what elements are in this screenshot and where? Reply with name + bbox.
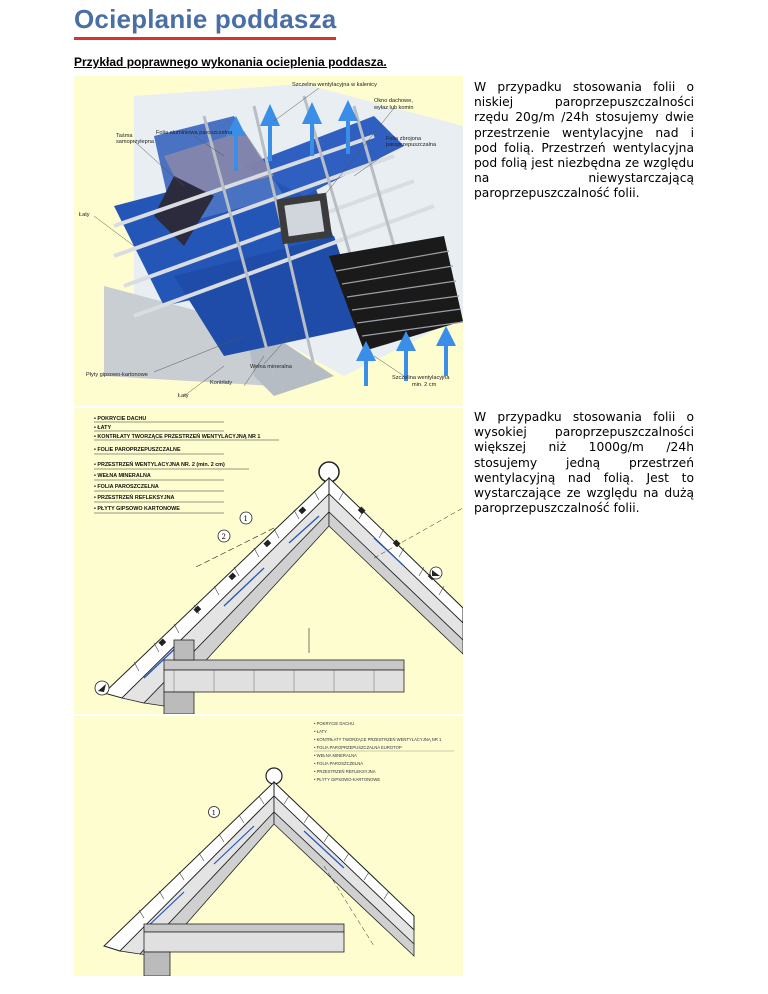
roof-section-diagram xyxy=(104,768,414,976)
legend-item: • ŁATY xyxy=(94,425,112,431)
cross-section-one-ventilation-gap xyxy=(74,716,463,976)
legend-item: • FOLIA PAROPRZEPUSZCZALNA EUROTOP xyxy=(314,745,402,750)
label-roof-window: Okno dachowe, xyxy=(374,98,413,104)
figure3-legend xyxy=(314,721,454,782)
label-eave-gap: Szczelina wentylacyjna xyxy=(392,375,450,381)
label-mineral-wool: Wełna mineralna xyxy=(250,364,292,370)
legend-item: • FOLIE PAROPRZEPUSZCZALNE xyxy=(94,447,181,453)
paragraph-high-permeability: W przypadku stosowania folii o wysokiej paroprzepuszczalności większej niż 1000g/m /24h stosujemy jedną przestrzeń wentylacyjną nad folią. Jest to wystarczające ze względu na dużą paroprzepuszczalność folii. xyxy=(474,410,694,516)
legend-item: • KONTRŁATY TWORZĄCE PRZESTRZEŃ WENTYLACYJNĄ NR 1 xyxy=(314,737,442,742)
label-tape-2: samoprzylepna xyxy=(116,139,154,145)
legend-item: • FOLIA PAROSZCZELNA xyxy=(314,761,364,766)
label-roof-window-2: wyłaz lub komin xyxy=(374,105,414,111)
label-counter-battens: Kontrłaty xyxy=(210,380,233,386)
cross-section-two-ventilation-gaps xyxy=(74,408,463,714)
legend-item: • WEŁNA MINERALNA xyxy=(314,753,357,758)
legend-item: • POKRYCIE DACHU xyxy=(94,416,147,422)
page-title: Ocieplanie poddasza xyxy=(74,4,337,34)
legend-item: • ŁATY xyxy=(314,729,327,734)
label-reinforced-foil-2: paroprzepuszczalna xyxy=(386,142,437,148)
marker-1: 1 xyxy=(243,515,248,523)
marker-1: 1 xyxy=(211,809,216,817)
legend-item: • FOLIA PAROSZCZELNA xyxy=(94,484,159,490)
legend-item: • PŁYTY GIPSOWO KARTONOWE xyxy=(94,506,180,512)
label-battens-bottom: Łaty xyxy=(178,393,189,399)
label-aluminium-foil: Folia aluminiowa paroszczelna xyxy=(156,130,233,136)
label-eave-gap-2: min. 2 cm xyxy=(412,382,437,388)
roof-insulation-illustration xyxy=(74,76,463,406)
legend-item: • WEŁNA MINERALNA xyxy=(94,473,151,479)
figure2-legend xyxy=(94,416,279,513)
marker-2: 2 xyxy=(221,533,226,541)
label-tape: Taśma xyxy=(116,133,133,139)
section-subtitle: Przykład poprawnego wykonania ocieplenia poddasza. xyxy=(74,55,387,69)
label-ventilation-gap-ridge: Szczelina wentylacyjna w kalenicy xyxy=(292,82,377,88)
legend-item: • PRZESTRZEŃ WENTYLACYJNA NR. 2 (min. 2 cm) xyxy=(94,462,225,468)
paragraph-low-permeability: W przypadku stosowania folii o niskiej paroprzepuszczalności rzędu 20g/m /24h stosujemy dwie przestrzenie wentylacyjne nad i pod folią. Przestrzeń wentylacyjna pod folią jest niezbędna ze względu na niewystarczającą paroprzepuszczalność folii. xyxy=(474,80,694,201)
label-battens-left: Łaty xyxy=(79,212,90,218)
legend-item: • POKRYCIE DACHU xyxy=(314,721,355,726)
legend-item: • KONTRŁATY TWORZĄCE PRZESTRZEŃ WENTYLACYJNĄ NR 1 xyxy=(94,434,261,440)
legend-item: • PRZESTRZEŃ REFLEKSYJNA xyxy=(94,495,175,501)
label-reinforced-foil: Folia zbrojona xyxy=(386,136,422,142)
label-plasterboard: Płyty gipsowo-kartonowe xyxy=(86,372,148,378)
title-underline xyxy=(74,37,336,40)
legend-item: • PRZESTRZEŃ REFLEKSYJNA xyxy=(314,769,376,774)
legend-item: • PŁYTY GIPSOWO-KARTONOWE xyxy=(314,777,381,782)
